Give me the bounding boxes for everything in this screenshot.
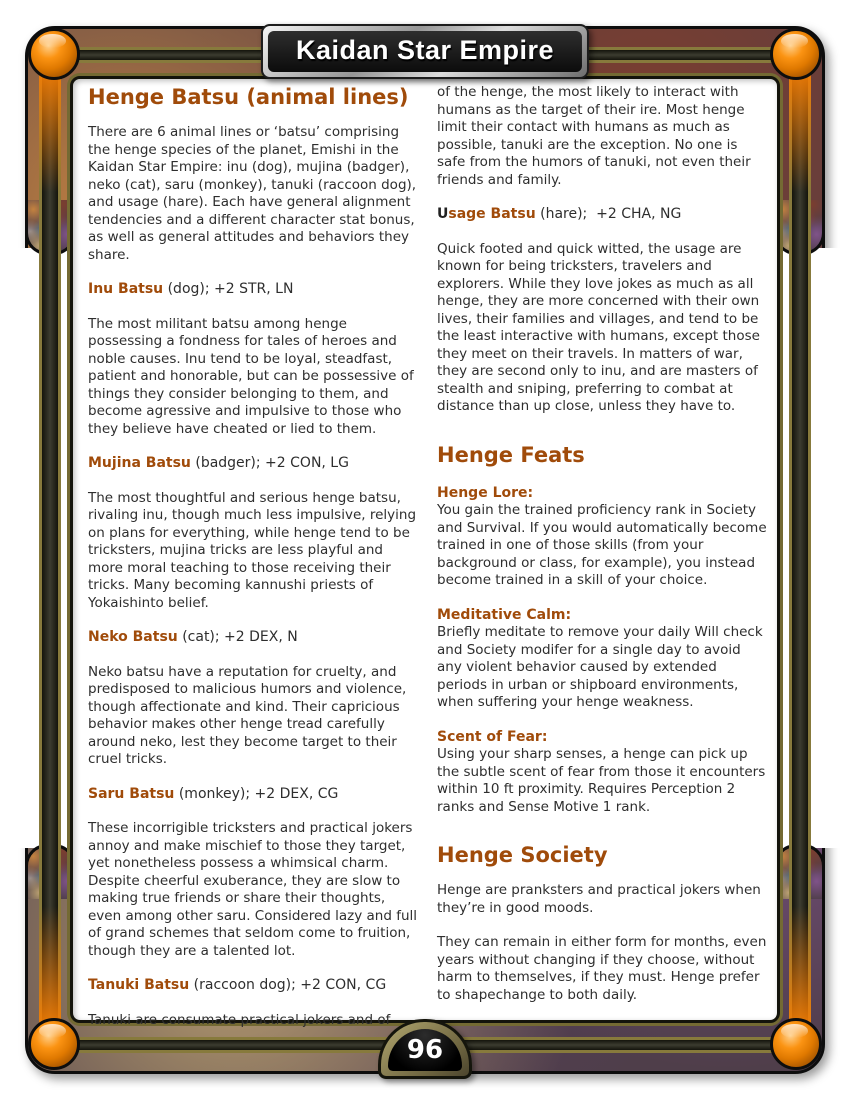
species-name: Tanuki Batsu [88, 977, 190, 993]
orb-glow-bottom-right [789, 906, 811, 1026]
society-paragraph: They can remain in either form for months, even years without changing if they choose, without harm to themselves, if they must. Henge prefer to shapechange to both daily. [437, 934, 767, 1003]
species-header-usage [437, 206, 767, 224]
tanuki-continuation-paragraph: of the henge, the most likely to interact with humans as the target of their ire. Most henge limit their contact with humans as much as possible, tanuki are the exception. No one is safe from the humors of tanuki, not even their friends and family. [437, 84, 751, 188]
frame-stripe-right [789, 52, 811, 1048]
feat-description: Using your sharp senses, a henge can pick up the subtle scent of fear from those it encounters within 10 ft proximity. Requires Perception 2 ranks and Sense Motive 1 rank. [437, 746, 766, 815]
species-header-tanuki [88, 977, 420, 995]
right-column [437, 84, 767, 1021]
species-description: The most militant batsu among henge possessing a fondness for tales of heroes and noble causes. Inu tend to be loyal, steadfast, patient and honorable, but can be possessive of things they consider belonging to them, and become agressive and impulsive to those who they believe have cheated or lied to them. [88, 315, 414, 437]
section-heading-henge-society: Henge Society [437, 843, 608, 867]
species-info: (cat); +2 DEX, N [177, 629, 298, 645]
species-header-saru [88, 786, 420, 804]
corner-orb-icon [28, 28, 80, 80]
frame-stripe-left [39, 52, 61, 1048]
society-paragraph: Henge are pranksters and practical jokers when they’re in good moods. [437, 882, 761, 916]
species-description: Neko batsu have a reputation for cruelty, and predisposed to malicious humors and violence, though affectionate and kind. Their capricious behavior makes other henge tread carefully around neko, lest they become target to their cruel tricks. [88, 663, 407, 767]
species-header-inu [88, 281, 420, 299]
orb-glow-top-left [39, 72, 61, 192]
title-banner-inner [268, 31, 582, 72]
feat-name-scent-of-fear: Scent of Fear: [437, 728, 548, 745]
orb-glow-top-right [789, 72, 811, 192]
species-info: (dog); +2 STR, LN [163, 281, 294, 297]
section-heading-henge-batsu: Henge Batsu (animal lines) [88, 85, 409, 109]
page-number: 96 [406, 1035, 444, 1065]
species-description: Quick footed and quick witted, the usage are known for being tricksters, travelers and explorers. While they love jokes as much as all henge, they are more concerned with their own lives, their families and villages, and tend to be the least interactive with humans, except those they meet on their travels. In matters of war, they are second only to inu, and are masters of stealth and sniping, preferring to combat at distance than up close, unless they have to. [437, 240, 760, 414]
species-info: (raccoon dog); +2 CON, CG [189, 977, 387, 993]
frame-cutout-left [0, 248, 72, 848]
section-heading-henge-feats: Henge Feats [437, 442, 585, 467]
page-number-badge-inner [388, 1029, 462, 1071]
banner-title: Kaidan Star Empire [295, 35, 555, 65]
species-name-prefix: U [437, 206, 449, 222]
species-description: The most thoughtful and serious henge batsu, rivaling inu, though much less impulsive, relying on plans for everything, while henge tend to be tricksters, mujina tricks are less playful and more moral teaching to those receiving their tricks. Many becoming kannushi priests of Yokaishinto belief. [88, 489, 417, 611]
corner-orb-icon [770, 1018, 822, 1070]
intro-paragraph: There are 6 animal lines or ‘batsu’ comprising the henge species of the planet, Emishi in the Kaidan Star Empire: inu (dog), mujina (badger), neko (cat), saru (monkey), tanuki (raccoon dog), and usage (hare). Each have general alignment tendencies and a different character stat bonus, as well as general attitudes and behaviors they share. [88, 124, 417, 263]
feat-description: You gain the trained proficiency rank in Society and Survival. If you would automatically become trained in one of those skills (from your background or class, for example), you instead become trained in a skill of your choice. [437, 502, 767, 588]
corner-orb-icon [770, 28, 822, 80]
feat-name-henge-lore: Henge Lore: [437, 484, 534, 501]
title-banner [261, 24, 589, 79]
species-description: Tanuki are consumate practical jokers and of [88, 1011, 391, 1028]
corner-orb-icon [28, 1018, 80, 1070]
species-info: (monkey); +2 DEX, CG [174, 785, 339, 802]
species-info: (badger); +2 CON, LG [190, 455, 349, 471]
species-info: (hare); +2 CHA, NG [535, 206, 682, 222]
orb-glow-bottom-left [39, 906, 61, 1026]
species-header-neko [88, 629, 420, 647]
species-name: Mujina Batsu [88, 455, 191, 471]
feat-name-meditative-calm: Meditative Calm: [437, 606, 572, 623]
left-column [88, 84, 420, 1046]
species-name: Neko Batsu [88, 629, 178, 645]
feat-description: Briefly meditate to remove your daily Will check and Society modifer for a single day to avoid any violent behavior caused by extended periods in urban or shipboard environments, when suffering your henge weakness. [437, 624, 763, 710]
species-name: sage Batsu [448, 206, 536, 222]
species-description: These incorrigible tricksters and practical jokers annoy and make mischief to those they target, yet nonetheless possess a whimsical charm. Despite cheerful exuberance, they are slow to making true friends or share their thoughts, even among other saru. Considered lazy and full of grand schemes that seldom come to fruition, though they are a talented lot. [88, 820, 418, 959]
species-name: Saru Batsu [88, 785, 175, 802]
species-name: Inu Batsu [88, 281, 164, 297]
species-header-mujina [88, 455, 420, 473]
